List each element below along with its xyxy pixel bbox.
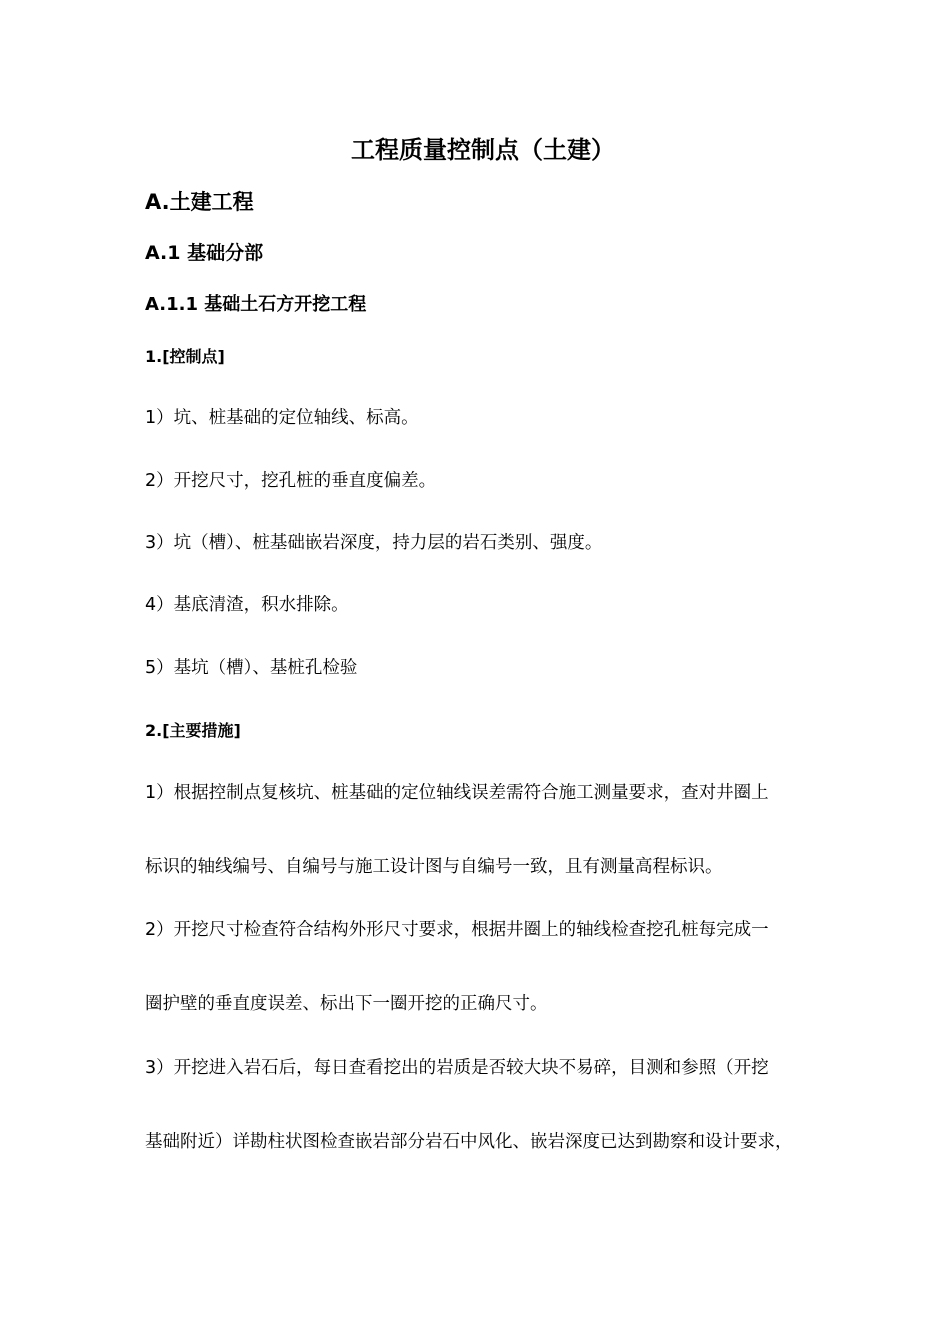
measure-line: 2）开挖尺寸检查符合结构外形尺寸要求，根据井圈上的轴线检查挖孔桩每完成一 [145, 920, 769, 940]
measure-line: 标识的轴线编号、自编号与施工设计图与自编号一致，且有测量高程标识。 [145, 857, 723, 877]
measures-heading: 2.[主要措施] [145, 721, 241, 740]
control-point-item: 2）开挖尺寸，挖孔桩的垂直度偏差。 [145, 471, 437, 491]
control-point-item: 1）坑、桩基础的定位轴线、标高。 [145, 408, 419, 428]
measure-line: 3）开挖进入岩石后，每日查看挖出的岩质是否较大块不易碎，目测和参照（开挖 [145, 1058, 769, 1078]
document-title: 工程质量控制点（土建） [351, 136, 615, 164]
measure-line: 圈护壁的垂直度误差、标出下一圈开挖的正确尺寸。 [145, 994, 548, 1014]
measure-line: 基础附近）详勘柱状图检查嵌岩部分岩石中风化、嵌岩深度已达到勘察和设计要求， [145, 1132, 793, 1152]
subsubsection-heading: A.1.1 基础土石方开挖工程 [145, 294, 367, 315]
control-points-heading: 1.[控制点] [145, 347, 225, 366]
section-heading: A.土建工程 [145, 190, 254, 214]
measure-line: 1）根据控制点复核坑、桩基础的定位轴线误差需符合施工测量要求，查对井圈上 [145, 783, 769, 803]
control-point-item: 4）基底清渣，积水排除。 [145, 595, 349, 615]
subsection-heading: A.1 基础分部 [145, 242, 264, 264]
control-point-item: 5）基坑（槽）、基桩孔检验 [145, 658, 358, 678]
control-point-item: 3）坑（槽）、桩基础嵌岩深度，持力层的岩石类别、强度。 [145, 533, 603, 553]
